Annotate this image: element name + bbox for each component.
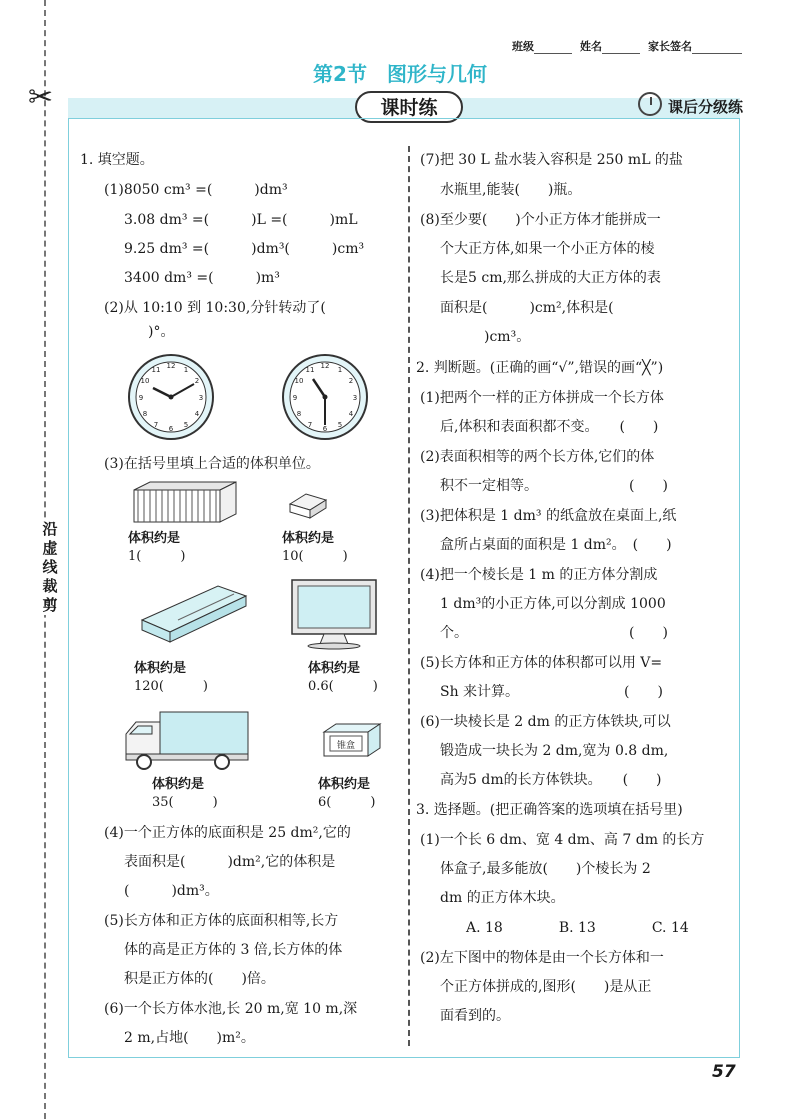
alarm-clock-icon — [638, 92, 662, 116]
q3-1-options: A. 18 B. 13 C. 14 — [466, 920, 689, 936]
caption-label-b: 体积约是 — [282, 531, 335, 546]
q1-1-line2: 3.08 dm³ =( )L =( )mL — [124, 212, 358, 228]
q1-1-line1: (1)8050 cm³ =( )dm³ — [104, 182, 288, 198]
q1-3-heading: (3)在括号里填上合适的体积单位。 — [104, 456, 320, 472]
q2-4-line3: 个。 ( ) — [440, 625, 668, 641]
q2-6-line2: 锻造成一块长为 2 dm,宽为 0.8 dm, — [440, 743, 669, 759]
after-class-label: 课后分级练 — [668, 98, 744, 116]
q2-5-line2: Sh 来计算。 ( ) — [440, 684, 663, 700]
svg-text:6: 6 — [322, 425, 328, 433]
eraser-image — [286, 488, 330, 522]
q1-8-line1: (8)至少要( )个小正方体才能拼成一 — [420, 212, 661, 228]
svg-text:7: 7 — [153, 421, 159, 429]
svg-text:9: 9 — [292, 394, 298, 402]
q2-2-line1: (2)表面积相等的两个长方体,它们的体 — [420, 449, 655, 465]
q1-8-line4: 面积是( )cm²,体积是( — [440, 300, 614, 316]
q2-4-line2: 1 dm³的小正方体,可以分割成 1000 — [440, 596, 666, 612]
svg-text:12: 12 — [166, 362, 176, 370]
svg-text:1: 1 — [337, 366, 343, 374]
q1-5-line2: 体的高是正方体的 3 倍,长方体的体 — [124, 942, 343, 958]
q3-1-line3: dm 的正方体木块。 — [440, 890, 565, 906]
q1-4-line2: 表面积是( )dm²,它的体积是 — [124, 854, 336, 870]
caption-box: 6( ) — [318, 795, 376, 810]
q1-8-line3: 长是5 cm,那么拼成的大正方体的表 — [440, 270, 661, 286]
q2-4-line1: (4)把一个棱长是 1 m 的正方体分割成 — [420, 567, 658, 583]
q1-1-line3: 9.25 dm³ =( )dm³( )cm³ — [124, 241, 365, 257]
caption-books: 1( ) — [128, 549, 186, 564]
q3-2-line3: 面看到的。 — [440, 1008, 510, 1024]
q2-6-line1: (6)一块棱长是 2 dm 的正方体铁块,可以 — [420, 714, 671, 730]
svg-text:11: 11 — [305, 366, 315, 374]
monitor-image — [288, 578, 380, 650]
q2-1-line1: (1)把两个一样的正方体拼成一个长方体 — [420, 390, 664, 406]
svg-text:6: 6 — [168, 425, 174, 433]
caption-monitor: 0.6( ) — [308, 679, 378, 694]
column-divider — [408, 146, 410, 1046]
q2-6-line3: 高为5 dm的长方体铁块。 ( ) — [440, 772, 662, 788]
caption-pencil-case: 120( ) — [134, 679, 208, 694]
q3-2-line1: (2)左下图中的物体是由一个长方体和一 — [420, 950, 664, 966]
svg-text:2: 2 — [194, 377, 200, 385]
section-title: 第2节 图形与几何 — [313, 62, 487, 86]
q1-4-line3: ( )dm³。 — [124, 883, 219, 899]
caption-truck: 35( ) — [152, 795, 218, 810]
caption-label-f: 体积约是 — [318, 777, 371, 792]
caption-label-a: 体积约是 — [128, 531, 181, 546]
truck-image — [122, 706, 252, 770]
lesson-title: 课时练 — [355, 91, 463, 123]
q1-4-line1: (4)一个正方体的底面积是 25 dm²,它的 — [104, 825, 351, 841]
svg-text:8: 8 — [142, 410, 148, 418]
name-field: 姓名 — [580, 38, 640, 54]
svg-text:4: 4 — [348, 410, 354, 418]
q1-7-line1: (7)把 30 L 盐水装入容积是 250 mL 的盐 — [420, 152, 683, 168]
page-number: 57 — [712, 1062, 736, 1082]
q1-8-line5: )cm³。 — [484, 329, 531, 345]
q3-heading: 3. 选择题。(把正确答案的选项填在括号里) — [416, 802, 683, 818]
q1-6-line2: 2 m,占地( )m²。 — [124, 1030, 255, 1046]
q1-6-line1: (6)一个长方体水池,长 20 m,宽 10 m,深 — [104, 1001, 358, 1017]
caption-label-d: 体积约是 — [308, 661, 361, 676]
clock-10-10 — [126, 352, 216, 442]
q2-2-line2: 积不一定相等。 ( ) — [440, 478, 668, 494]
svg-text:7: 7 — [307, 421, 313, 429]
q1-2-line1: (2)从 10:10 到 10:30,分针转动了( — [104, 300, 326, 316]
svg-text:8: 8 — [296, 410, 302, 418]
q1-7-line2: 水瓶里,能装( )瓶。 — [440, 182, 582, 198]
svg-text:4: 4 — [194, 410, 200, 418]
svg-text:1: 1 — [183, 366, 189, 374]
clock-10-30 — [280, 352, 370, 442]
svg-text:10: 10 — [294, 377, 304, 385]
book-stack-image — [128, 480, 238, 524]
scissors-icon: ✂ — [28, 80, 54, 115]
q2-1-line2: 后,体积和表面积都不变。 ( ) — [440, 419, 659, 435]
box-image — [320, 720, 384, 760]
q3-2-line2: 个正方体拼成的,图形( )是从正 — [440, 979, 652, 995]
q2-3-line1: (3)把体积是 1 dm³ 的纸盒放在桌面上,纸 — [420, 508, 677, 524]
q1-5-line3: 积是正方体的( )倍。 — [124, 971, 275, 987]
svg-text:3: 3 — [198, 394, 204, 402]
svg-text:3: 3 — [352, 394, 358, 402]
q1-8-line2: 个大正方体,如果一个小正方体的棱 — [440, 241, 655, 257]
q3-1-line1: (1)一个长 6 dm、宽 4 dm、高 7 dm 的长方 — [420, 832, 705, 848]
class-field: 班级 — [512, 38, 572, 54]
caption-eraser: 10( ) — [282, 549, 348, 564]
q2-3-line2: 盒所占桌面的面积是 1 dm²。 ( ) — [440, 537, 672, 553]
svg-text:5: 5 — [337, 421, 343, 429]
q1-5-line1: (5)长方体和正方体的底面积相等,长方 — [104, 913, 339, 929]
q2-heading: 2. 判断题。(正确的画“√”,错误的画“╳”) — [416, 360, 664, 376]
parent-sign-field: 家长签名 — [648, 38, 742, 54]
svg-text:11: 11 — [151, 366, 161, 374]
caption-label-e: 体积约是 — [152, 777, 205, 792]
pencil-case-image — [138, 580, 250, 646]
caption-label-c: 体积约是 — [134, 661, 187, 676]
svg-text:2: 2 — [348, 377, 354, 385]
cut-instruction: 沿 虚 线 裁 剪 — [37, 520, 63, 615]
q1-1-line4: 3400 dm³ =( )m³ — [124, 270, 280, 286]
svg-text:5: 5 — [183, 421, 189, 429]
svg-text:10: 10 — [140, 377, 150, 385]
svg-text:12: 12 — [320, 362, 330, 370]
box-label-text: 锥盒 — [336, 741, 356, 751]
q2-5-line1: (5)长方体和正方体的体积都可以用 V= — [420, 655, 663, 671]
svg-text:9: 9 — [138, 394, 144, 402]
q1-heading: 1. 填空题。 — [80, 152, 154, 168]
q3-1-line2: 体盒子,最多能放( )个棱长为 2 — [440, 861, 651, 877]
q1-2-line2: )°。 — [148, 324, 175, 340]
